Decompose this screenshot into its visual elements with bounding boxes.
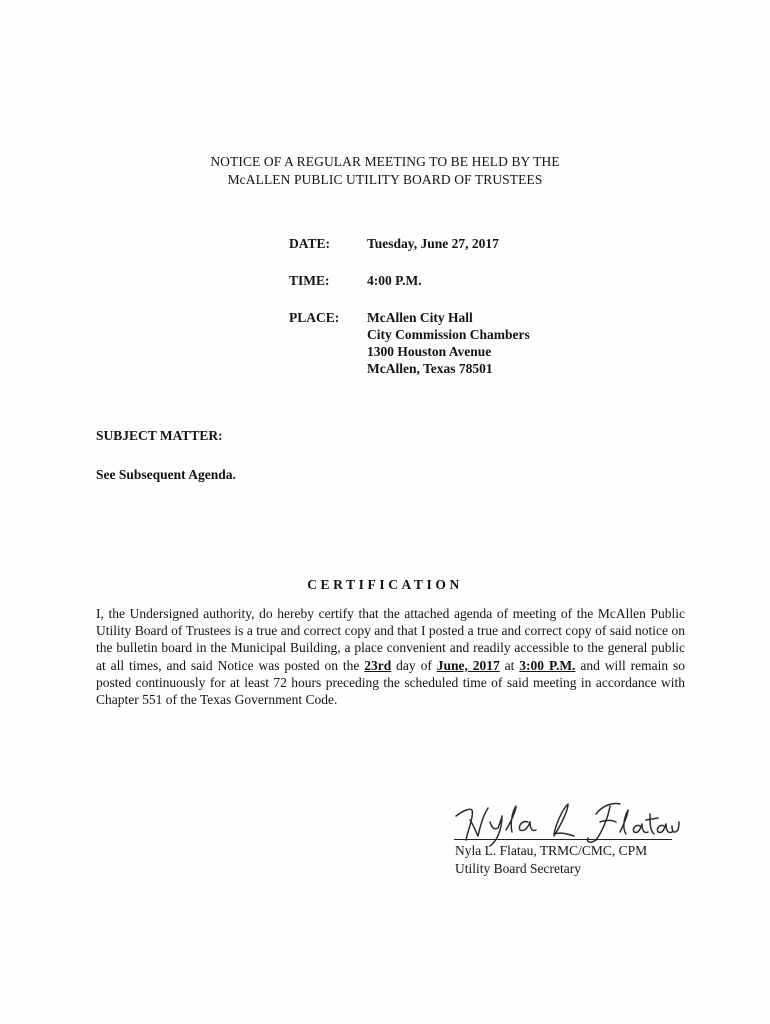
place-line-3: 1300 Houston Avenue — [367, 344, 492, 359]
certification-paragraph — [96, 605, 685, 708]
posted-month-year: June, 2017 — [436, 657, 500, 673]
time-value-text: 4:00 P.M. — [367, 273, 422, 288]
time-value — [367, 272, 422, 289]
meeting-details — [289, 235, 530, 397]
cert-text-part-3: at — [499, 657, 520, 673]
date-label: DATE: — [289, 236, 331, 251]
date-row — [289, 235, 530, 252]
date-value-text: Tuesday, June 27, 2017 — [367, 236, 499, 251]
time-row — [289, 272, 530, 289]
subject-matter-text: See Subsequent Agenda. — [96, 467, 236, 482]
place-label: PLACE: — [289, 310, 340, 325]
posted-time: 3:00 P.M. — [519, 657, 576, 673]
notice-title-line-2: McALLEN PUBLIC UTILITY BOARD OF TRUSTEES — [227, 172, 543, 187]
place-line-1: McAllen City Hall — [367, 310, 473, 325]
signatory-title: Utility Board Secretary — [455, 860, 581, 876]
signatory-block — [455, 842, 647, 877]
notice-title — [0, 153, 770, 189]
place-row — [289, 309, 530, 377]
signatory-name: Nyla L. Flatau, TRMC/CMC, CPM — [455, 843, 648, 858]
cert-text-part-1: I, the Undersigned authority, do hereby certify that the attached agenda of meeting of the McAllen Public Utility Board of Trustees is a true and correct copy and that I posted a true and correct copy of said notice on the bulletin board in the Municipal Building, a place convenient and readily accessible to the general public at all times, and said Notice was posted on the — [96, 606, 685, 673]
time-label: TIME: — [289, 273, 330, 288]
cert-text-part-4: and will remain so posted continuously for at least 72 hours preceding the scheduled time of said meeting in accordance with Chapter 551 of the Texas Government Code. — [96, 657, 685, 708]
place-line-4: McAllen, Texas 78501 — [367, 361, 493, 376]
cert-text-part-2: day of — [391, 657, 437, 673]
posted-day: 23rd — [364, 657, 392, 673]
date-value — [367, 235, 499, 252]
notice-title-line-1: NOTICE OF A REGULAR MEETING TO BE HELD BY THE — [210, 154, 560, 169]
signature-line — [454, 839, 672, 840]
handwritten-signature — [450, 796, 682, 848]
certification-heading: CERTIFICATION — [307, 577, 463, 592]
subject-matter-heading: SUBJECT MATTER: — [96, 428, 223, 443]
place-line-2: City Commission Chambers — [367, 327, 530, 342]
place-value — [367, 309, 530, 377]
